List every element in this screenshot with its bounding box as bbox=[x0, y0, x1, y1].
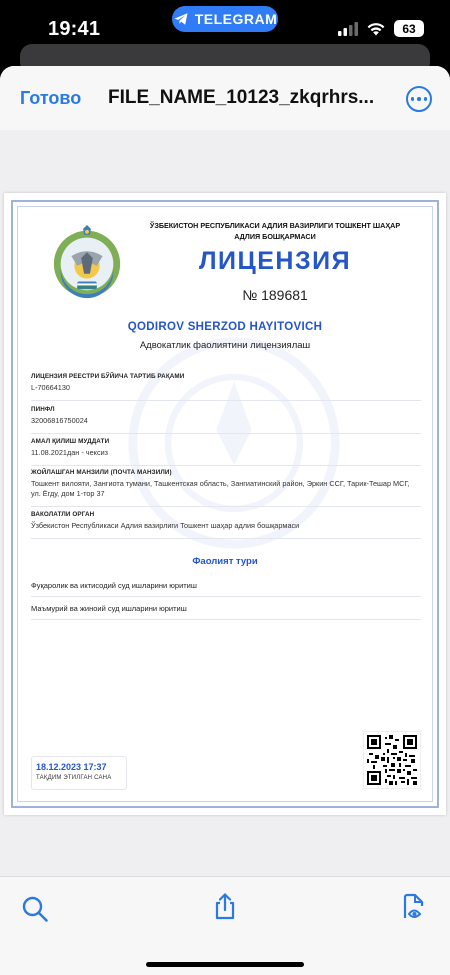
telegram-return-pill[interactable] bbox=[172, 6, 278, 32]
status-indicators bbox=[338, 20, 424, 37]
field-value: Ўзбекистон Республикаси Адлия вазирлиги Тошкент шаҳар адлия бошқармаси bbox=[31, 521, 300, 530]
activity-description: Адвокатлик фаолиятини лицензиялаш bbox=[139, 340, 311, 351]
field-value: Тошкент вилояти, Зангиота тумани, Ташкентская область, Зангиатинский район, Эркин ССГ, Тарик-Тешар МСГ, ул. Ёгду, дом 1-тор 37 bbox=[31, 479, 410, 498]
issued-date-box bbox=[31, 756, 127, 790]
field-validity bbox=[31, 438, 421, 466]
more-icon[interactable] bbox=[406, 86, 432, 112]
share-icon[interactable] bbox=[211, 892, 239, 920]
search-icon[interactable] bbox=[21, 895, 49, 923]
bottom-toolbar bbox=[0, 876, 450, 975]
home-indicator[interactable] bbox=[146, 962, 304, 967]
holder-name: QODIROV SHERZOD HAYITOVICH bbox=[127, 321, 323, 333]
activity-item: Маъмурий ва жиноий суд ишларини юритиш bbox=[31, 604, 421, 620]
field-label: ЛИЦЕНЗИЯ РЕЕСТРИ БЎЙИЧА ТАРТИБ РАҚАМИ bbox=[31, 373, 185, 380]
wifi-icon bbox=[366, 22, 386, 36]
license-number: № 189681 bbox=[242, 287, 308, 303]
field-value: 11.08.2021дан - чексиз bbox=[31, 448, 109, 457]
field-label: ЖОЙЛАШГАН МАНЗИЛИ (ПОЧТА МАНЗИЛИ) bbox=[31, 469, 172, 476]
markup-icon[interactable] bbox=[400, 893, 428, 921]
paper-plane-icon bbox=[173, 11, 189, 27]
battery-indicator: 63 bbox=[394, 20, 424, 37]
activity-item: Фуқаролик ва иктисодий суд ишларини юритиш bbox=[31, 581, 421, 597]
status-time: 19:41 bbox=[48, 18, 101, 40]
field-label: ВАКОЛАТЛИ ОРГАН bbox=[31, 511, 95, 518]
field-value: 32006816750024 bbox=[31, 416, 88, 425]
issued-date: 18.12.2023 17:37 bbox=[36, 762, 107, 772]
field-label: АМАЛ ҚИЛИШ МУДДАТИ bbox=[31, 438, 110, 445]
field-pinfl bbox=[31, 406, 421, 434]
cellular-signal-icon bbox=[338, 22, 358, 36]
telegram-pill-label: TELEGRAM bbox=[194, 11, 278, 27]
qr-code bbox=[363, 731, 421, 789]
issued-date-label: ТАҚДИМ ЭТИЛГАН САНА bbox=[36, 775, 112, 781]
navigation-bar bbox=[0, 66, 450, 130]
field-value: L-70664130 bbox=[31, 383, 70, 392]
field-authority bbox=[31, 511, 421, 539]
field-address bbox=[31, 469, 421, 507]
issuing-agency: ЎЗБЕКИСТОН РЕСПУБЛИКАСИ АДЛИЯ ВАЗИРЛИГИ ТОШКЕНТ ШАҲАР АДЛИЯ БОШҚАРМАСИ bbox=[149, 221, 401, 241]
document-page[interactable] bbox=[4, 193, 446, 815]
done-button[interactable]: Готово bbox=[20, 88, 82, 108]
field-registry-number bbox=[31, 373, 421, 401]
activity-type-heading: Фаолият тури bbox=[192, 556, 258, 567]
state-emblem-icon bbox=[48, 223, 126, 301]
file-title: FILE_NAME_10123_zkqrhrs... bbox=[108, 87, 375, 108]
document-viewer-sheet bbox=[0, 66, 450, 975]
field-label: ПИНФЛ bbox=[31, 406, 55, 413]
license-heading: ЛИЦЕНЗИЯ bbox=[198, 247, 352, 275]
